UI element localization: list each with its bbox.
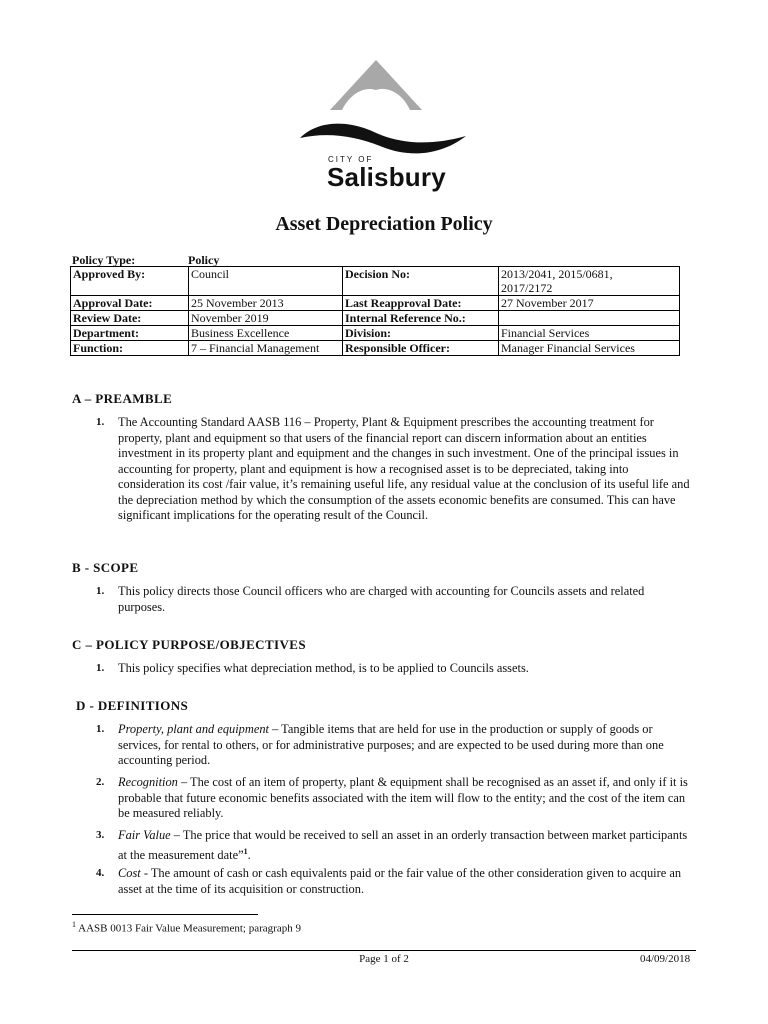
definition-body: - The amount of cash or cash equivalents paid or the fair value of the other consideration given to acquire an asset at the time of its acquisition or construction. bbox=[118, 866, 682, 896]
definition-body: – The cost of an item of property, plant & equipment shall be recognised as an asset if, and only if it is probable that future economic benefits associated with the item will flow to the entity; and the cost of the item can be measured reliably. bbox=[118, 775, 688, 820]
definition-text bbox=[118, 722, 692, 769]
definition-item-1 bbox=[96, 722, 692, 769]
approval-date-label: Approval Date: bbox=[71, 296, 189, 311]
list-number: 1. bbox=[96, 585, 105, 597]
page-number: Page 1 of 2 bbox=[359, 953, 409, 965]
review-date-value: November 2019 bbox=[189, 311, 343, 326]
logo-city-of-text: CITY OF bbox=[328, 155, 374, 164]
approved-by-value: Council bbox=[189, 267, 343, 296]
document-title: Asset Depreciation Policy bbox=[275, 213, 493, 235]
approval-date-value: 25 November 2013 bbox=[189, 296, 343, 311]
logo-triangle-shape bbox=[330, 60, 422, 110]
footer-rule bbox=[72, 950, 696, 951]
last-reapproval-date-label: Last Reapproval Date: bbox=[343, 296, 499, 311]
division-label: Division: bbox=[343, 326, 499, 341]
decision-no-line1: 2013/2041, 2015/0681, bbox=[501, 267, 613, 281]
policy-type-label: Policy Type: bbox=[72, 253, 136, 267]
table-row bbox=[71, 326, 680, 341]
table-row bbox=[71, 341, 680, 356]
definition-item-2 bbox=[96, 775, 692, 822]
definition-term: Fair Value bbox=[118, 828, 171, 842]
definition-term: Property, plant and equipment bbox=[118, 722, 269, 736]
list-number: 1. bbox=[96, 662, 105, 674]
function-label: Function: bbox=[71, 341, 189, 356]
footer-date: 04/09/2018 bbox=[640, 953, 691, 965]
definition-item-3 bbox=[96, 828, 692, 863]
table-row bbox=[71, 296, 680, 311]
section-heading-preamble: A – PREAMBLE bbox=[72, 391, 173, 406]
last-reapproval-date-value: 27 November 2017 bbox=[499, 296, 680, 311]
responsible-officer-value: Manager Financial Services bbox=[499, 341, 680, 356]
policy-type-value: Policy bbox=[188, 253, 220, 267]
logo-salisbury-text: Salisbury bbox=[327, 162, 446, 192]
department-label: Department: bbox=[71, 326, 189, 341]
table-row bbox=[71, 267, 680, 296]
list-number: 3. bbox=[96, 829, 105, 841]
preamble-text: The Accounting Standard AASB 116 – Property, Plant & Equipment prescribes the accounting treatment for property, plant and equipment so that users of the financial report can discern information about an entities investment in its property plant and equipment and the changes in such investment. One of the principal issues in accounting for property, plant and equipment is how a recognised asset is to be depreciated, taking into consideration its cost /fair value, it’s remaining useful life, any residual value at the conclusion of its useful life and the depreciation method by which the consumption of the assets economic benefits are consumed. This can have significant implications for the operating result of the Council. bbox=[118, 415, 690, 522]
section-heading-scope: B - SCOPE bbox=[72, 560, 139, 575]
division-value: Financial Services bbox=[499, 326, 680, 341]
footnote-reference: 1 bbox=[243, 846, 248, 856]
internal-reference-label: Internal Reference No.: bbox=[343, 311, 499, 326]
review-date-label: Review Date: bbox=[71, 311, 189, 326]
footnote-marker: 1 bbox=[72, 920, 76, 929]
scope-item-1 bbox=[96, 584, 692, 615]
list-number: 4. bbox=[96, 867, 105, 879]
purpose-item-1 bbox=[96, 661, 692, 677]
function-value: 7 – Financial Management bbox=[189, 341, 343, 356]
definition-text bbox=[118, 828, 692, 863]
footnote-text: AASB 0013 Fair Value Measurement; paragraph 9 bbox=[76, 922, 301, 935]
department-value: Business Excellence bbox=[189, 326, 343, 341]
definition-tail: . bbox=[247, 847, 251, 862]
definition-term: Recognition bbox=[118, 775, 178, 789]
decision-no-line2: 2017/2172 bbox=[501, 281, 553, 295]
table-row bbox=[71, 311, 680, 326]
purpose-text: This policy specifies what depreciation method, is to be applied to Councils assets. bbox=[118, 661, 529, 675]
approved-by-label: Approved By: bbox=[71, 267, 189, 296]
logo-wave-shape bbox=[300, 124, 466, 154]
preamble-item-1 bbox=[96, 415, 692, 524]
section-heading-definitions: D - DEFINITIONS bbox=[76, 698, 189, 713]
definition-text bbox=[118, 775, 692, 822]
definition-body: – Tangible items that are held for use in the production or supply of goods or services, for rental to others, or for administrative purposes; and are expected to be used during more than one accounting period. bbox=[118, 722, 664, 767]
responsible-officer-label: Responsible Officer: bbox=[343, 341, 499, 356]
section-heading-purpose: C – POLICY PURPOSE/OBJECTIVES bbox=[72, 637, 306, 652]
definition-term: Cost bbox=[118, 866, 141, 880]
policy-metadata-table bbox=[70, 266, 680, 356]
list-number: 1. bbox=[96, 723, 105, 735]
list-number: 1. bbox=[96, 416, 105, 428]
list-number: 2. bbox=[96, 776, 105, 788]
decision-no-label: Decision No: bbox=[343, 267, 499, 296]
definition-item-4 bbox=[96, 866, 692, 897]
footnote bbox=[72, 920, 301, 935]
scope-text: This policy directs those Council officers who are charged with accounting for Councils assets and related purposes. bbox=[118, 584, 645, 614]
internal-reference-value bbox=[499, 311, 680, 326]
definition-body: – The price that would be received to sell an asset in an orderly transaction between market participants at the measurement date” bbox=[118, 828, 688, 862]
decision-no-value bbox=[499, 267, 680, 296]
definition-text bbox=[118, 866, 692, 897]
footnote-separator bbox=[72, 914, 258, 915]
